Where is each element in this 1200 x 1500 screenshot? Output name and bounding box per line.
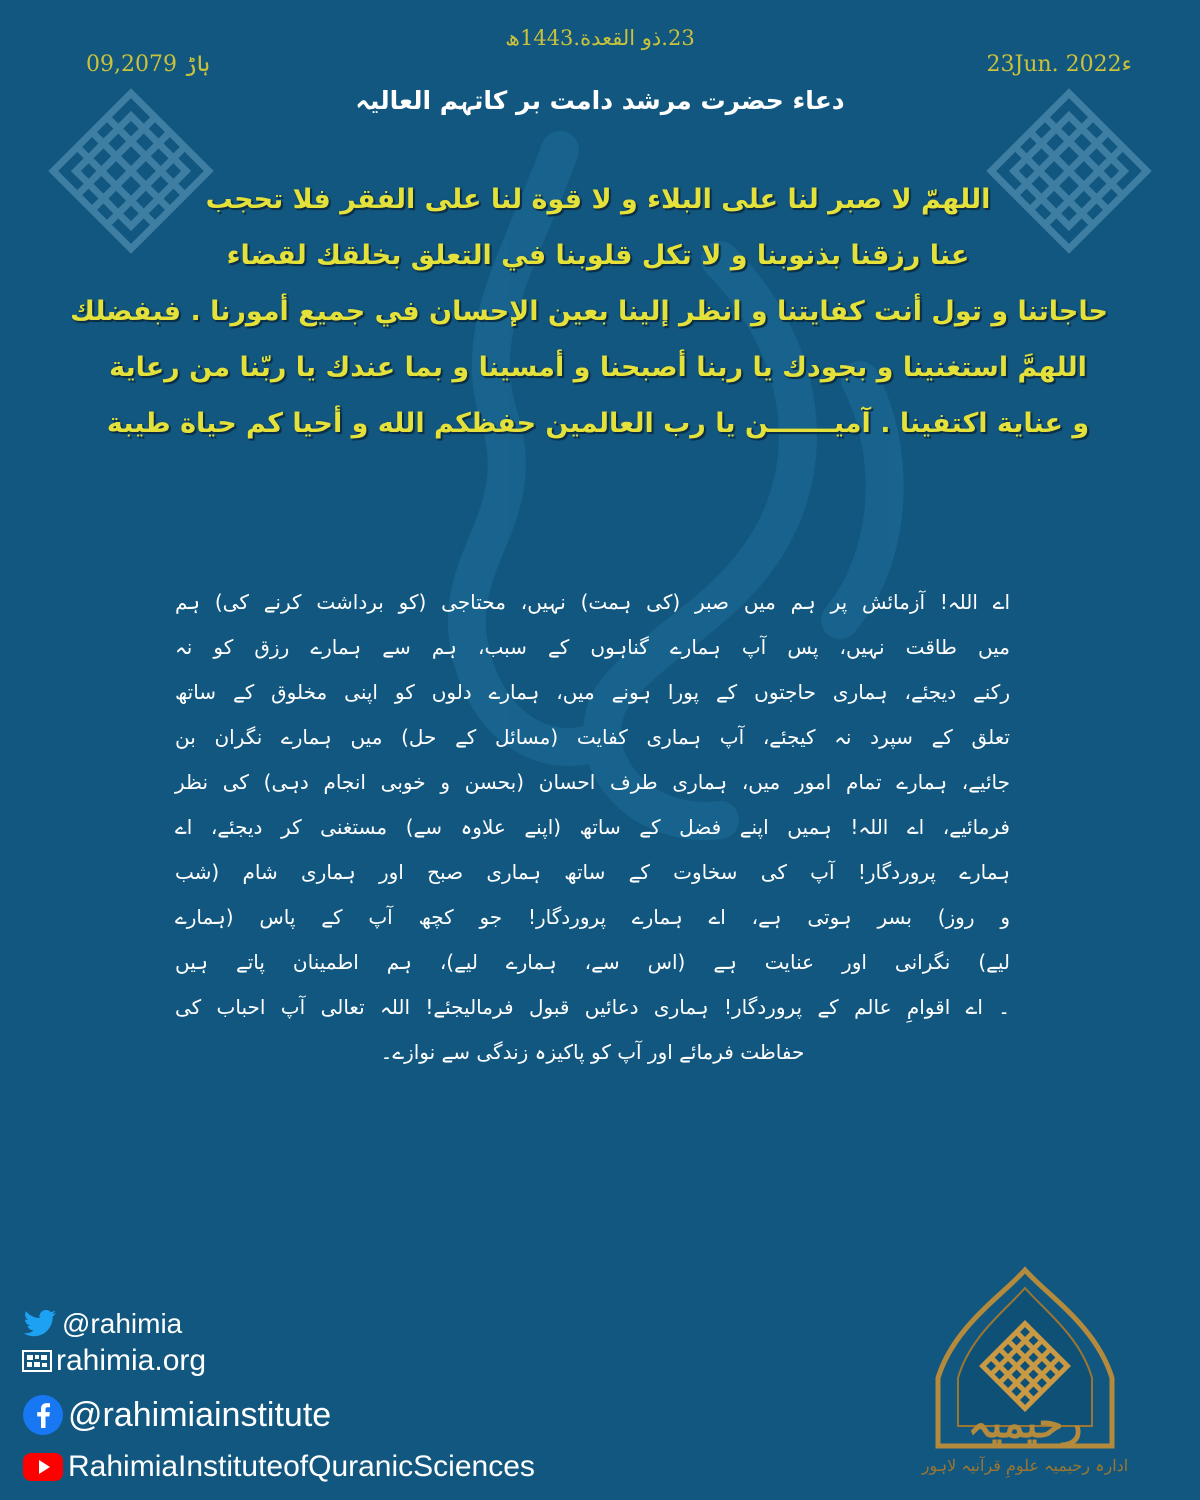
facebook-icon — [22, 1394, 64, 1436]
twitter-icon — [22, 1309, 58, 1339]
arabic-line: اللهمّ لا صبر لنا على البلاء و لا قوة لنا على الفقر فلا تحجب — [205, 184, 991, 215]
youtube-channel-text: RahimiaInstituteofQuranicSciences — [68, 1450, 535, 1483]
youtube-channel[interactable] — [22, 1450, 535, 1484]
urdu-line: لیے) نگرانی اور عنایت ہے (اس سے، ہمارے لیے)، ہم اطمینان پاتے ہیں — [175, 950, 1010, 974]
arabic-line: حاجاتنا و تول أنت كفايتنا و انظر إلينا بعين الإحسان في جميع أمورنا . فبفضلك — [70, 296, 1108, 327]
page-title: دعاء حضرت مرشد دامت بر کاتہم العالیہ — [355, 86, 845, 115]
urdu-line: رکنے دیجئے، ہماری حاجتوں کے پورا ہونے میں، ہمارے دلوں کو اپنی مخلوق کے ساتھ — [175, 680, 1010, 704]
urdu-line: ہمارے پروردگار! آپ کی سخاوت کے ساتھ ہماری صبح اور ہماری شام (شب — [175, 860, 1010, 884]
hijri-date: 23.ذو القعدة.1443ھ — [505, 26, 695, 50]
urdu-line: میں طاقت نہیں، پس آپ ہمارے گناہوں کے سبب، ہم سے ہمارے رزق کو نہ — [175, 635, 1010, 659]
qr-code-icon — [22, 1346, 52, 1376]
urdu-line: جائیے، ہمارے تمام امور میں، ہماری طرف احسان (بحسن و خوبی انجام دہی) کی نظر — [175, 770, 1010, 794]
twitter-handle-text: @rahimia — [62, 1308, 183, 1339]
youtube-icon — [22, 1452, 64, 1482]
twitter-handle[interactable] — [22, 1308, 182, 1340]
logo-name: رحیمیہ — [967, 1400, 1083, 1447]
urdu-line: و روز) بسر ہوتی ہے، اے ہمارے پروردگار! جو کچھ آپ کے پاس (ہمارے — [175, 905, 1010, 929]
website-text: rahimia.org — [56, 1344, 207, 1377]
website-link[interactable] — [22, 1344, 206, 1378]
rahimia-logo — [912, 1266, 1138, 1490]
urdu-line: اے اللہ! آزمائش پر ہم میں صبر (کی ہمت) نہیں، محتاجی (کو برداشت کرنے کی) ہم — [175, 590, 1010, 614]
gregorian-date: 23Jun. 2022ء — [986, 52, 1132, 77]
arabic-dua — [70, 172, 1108, 452]
urdu-line: ۔ اے اقوامِ عالم کے پروردگار! ہماری دعائیں قبول فرمالیجئے! اللہ تعالی آپ احباب کی — [175, 995, 1010, 1019]
urdu-line: تعلق کے سپرد نہ کیجئے، آپ ہماری کفایت (مسائل کے حل) میں ہمارے نگران بن — [175, 725, 1010, 749]
urdu-translation — [175, 580, 1010, 1075]
arabic-line: اللهمَّ استغنينا و بجودك يا ربنا أصبحنا و أمسينا و بما عندك يا ربّنا من رعاية — [109, 352, 1087, 383]
urdu-line: فرمائیے، اے اللہ! ہمیں اپنے فضل کے ساتھ (اپنے علاوہ سے) مستغنی کر دیجئے، اے — [175, 815, 1010, 839]
vikram-date: 09,ہاڑ 2079 — [86, 52, 210, 77]
urdu-line: حفاظت فرمائے اور آپ کو پاکیزہ زندگی سے نوازے۔ — [380, 1040, 805, 1064]
arabic-line: و عناية اكتفينا . آميـــــــن يا رب العالمين حفظكم الله و أحيا كم حياة طيبة — [106, 408, 1090, 439]
logo-subtitle: ادارہ رحیمیہ علومِ قرآنیہ لاہور — [921, 1456, 1129, 1475]
facebook-handle[interactable] — [22, 1394, 331, 1436]
facebook-handle-text: @rahimiainstitute — [68, 1395, 332, 1434]
arabic-line: عنا رزقنا بذنوبنا و لا تكل قلوبنا في التعلق بخلقك لقضاء — [226, 240, 970, 271]
